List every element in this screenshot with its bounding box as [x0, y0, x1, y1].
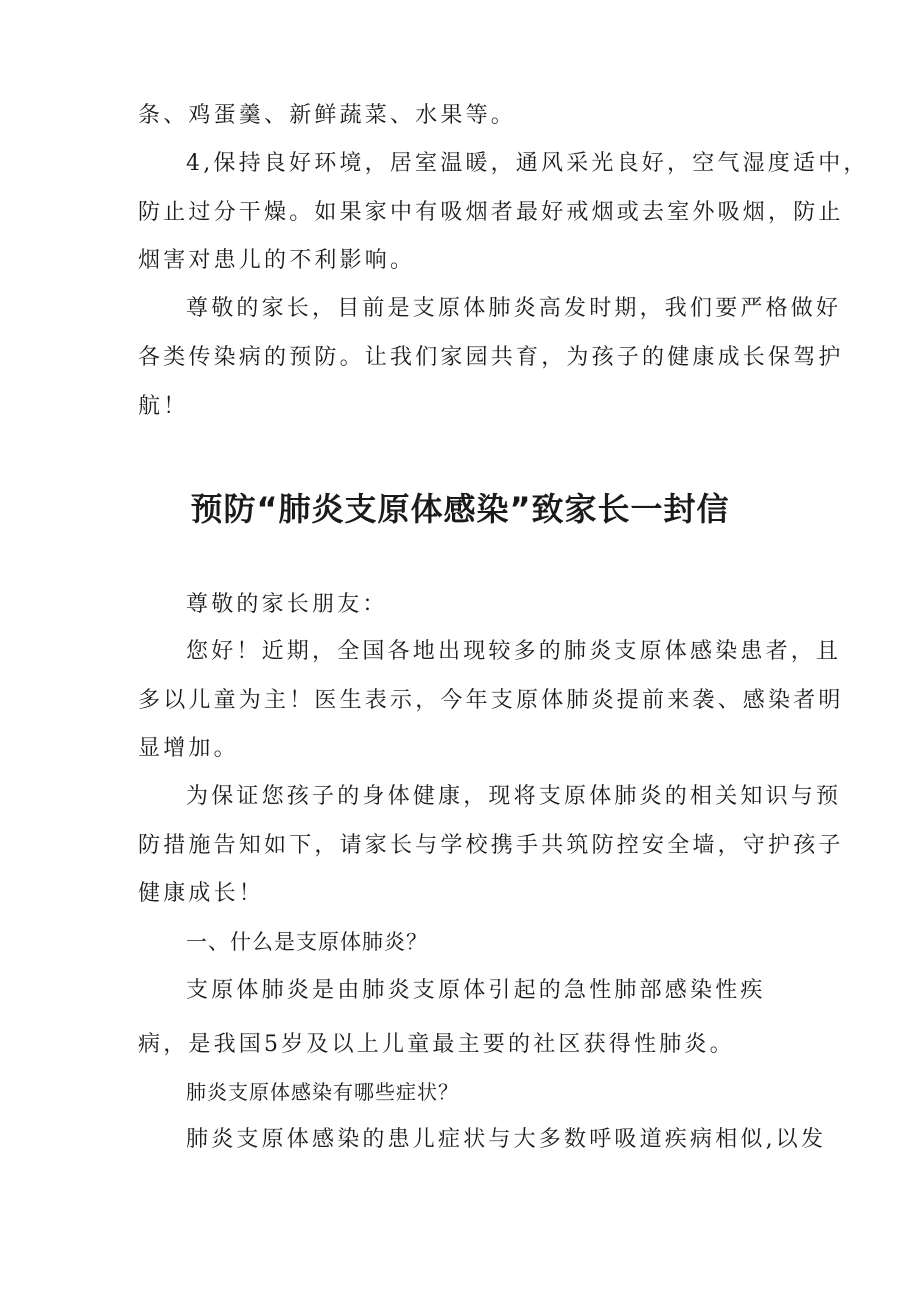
text-line: 各类传染病的预防。让我们家园共育，为孩子的健康成长保驾护 — [138, 345, 844, 370]
text-line: 4,保持良好环境，居室温暖，通风采光良好，空气湿度适中， — [186, 151, 869, 176]
text-line: 尊敬的家长，目前是支原体肺炎高发时期，我们要严格做好 — [186, 296, 842, 321]
paragraph-line: 支原体肺炎是由肺炎支原体引起的急性肺部感染性疾 — [186, 978, 766, 1003]
paragraph-line: 您好！近期，全国各地出现较多的肺炎支原体感染患者，且 — [186, 639, 842, 664]
paragraph-line: 健康成长！ — [138, 881, 265, 906]
section-heading: 一、什么是支原体肺炎？ — [186, 930, 428, 954]
paragraph-line: 防措施告知如下，请家长与学校携手共筑防控安全墙，守护孩子 — [138, 833, 844, 858]
letter-title: 预防“肺炎支原体感染”致家长一封信 — [190, 490, 730, 528]
greeting: 尊敬的家长朋友： — [186, 592, 388, 617]
text-line: 条、鸡蛋羹、新鲜蔬菜、水果等。 — [138, 103, 517, 128]
paragraph-line: 肺炎支原体感染的患儿症状与大多数呼吸道疾病相似,以发 — [186, 1127, 827, 1152]
paragraph-line: 多以儿童为主！医生表示，今年支原体肺炎提前来袭、感染者明 — [138, 688, 844, 713]
text-line: 航！ — [138, 394, 189, 419]
sub-heading: 肺炎支原体感染有哪些症状？ — [186, 1080, 459, 1104]
paragraph-line: 病，是我国5岁及以上儿童最主要的社区获得性肺炎。 — [138, 1032, 735, 1057]
paragraph-line: 为保证您孩子的身体健康，现将支原体肺炎的相关知识与预 — [186, 784, 842, 809]
text-line: 烟害对患儿的不利影响。 — [138, 248, 416, 273]
paragraph-line: 显增加。 — [138, 736, 239, 761]
text-line: 防止过分干燥。如果家中有吸烟者最好戒烟或去室外吸烟，防止 — [138, 200, 844, 225]
